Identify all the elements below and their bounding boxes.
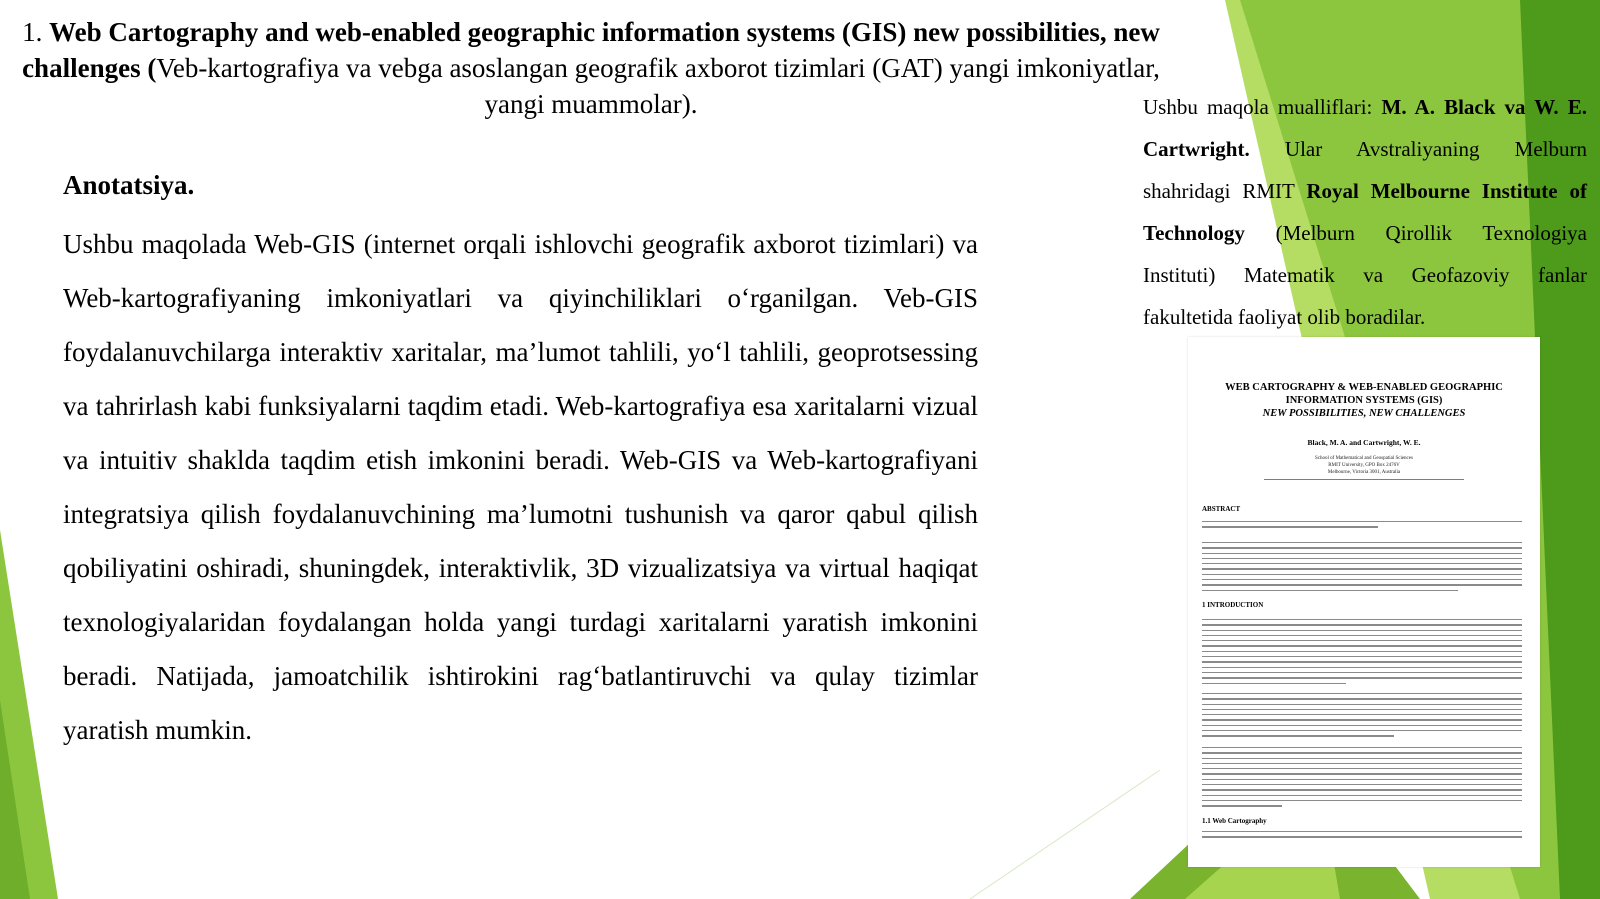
paper-affiliation-1: School of Mathematical and Geospatial Sciences [1315, 456, 1413, 461]
paper-text-line [1202, 542, 1522, 543]
paper-text-line [1202, 677, 1522, 678]
paper-text-line [1202, 635, 1522, 636]
paper-text-line [1202, 805, 1282, 806]
paper-text-line [1202, 590, 1458, 591]
paper-affiliation-2: RMIT University, GPO Box 2476V [1328, 463, 1400, 468]
paper-intro-paragraph-3 [1202, 747, 1522, 811]
thin-diagonal-line [970, 770, 1160, 899]
paper-subtitle: NEW POSSIBILITIES, NEW CHALLENGES [1262, 408, 1466, 419]
paper-authors: Black, M. A. and Cartwright, W. E. [1307, 438, 1421, 447]
paper-text-line [1202, 568, 1522, 569]
paper-text-line [1202, 709, 1522, 710]
paper-text-line [1202, 735, 1394, 736]
authors-note [1143, 86, 1587, 338]
paper-title-line-1: WEB CARTOGRAPHY & WEB-ENABLED GEOGRAPHIC [1225, 382, 1503, 393]
paper-text-line [1202, 558, 1522, 559]
paper-text-line [1202, 672, 1522, 673]
paper-text-line [1202, 624, 1522, 625]
paper-text-line [1202, 584, 1522, 585]
paper-text-line [1202, 698, 1522, 699]
authors-suffix: (Melburn Qirollik Texnologiya Instituti) Matematik va Geofazoviy fanlar fakultetida faoliyat olib boradilar. [1143, 221, 1587, 329]
paper-text-line [1202, 574, 1522, 575]
paper-text-line [1202, 630, 1522, 631]
paper-text-line [1202, 719, 1522, 720]
title-number: 1. [22, 17, 43, 47]
paper-text-line [1202, 651, 1522, 652]
paper-text-line [1202, 831, 1522, 832]
paper-section-abstract: ABSTRACT [1202, 505, 1241, 513]
abstract-text: Ushbu maqolada Web-GIS (internet orqali ishlovchi geografik axborot tizimlari) va Web-kartografiyaning imkoniyatlari va qiyinchiliklari o‘rganilgan. Veb-GIS foydalanuvchilarga interaktiv xaritalar, ma’lumot tahlili, yo‘l tahlili, geoprotsessing va tahrirlash kabi funksiyalarni taqdim etadi. Web-kartografiya esa xaritalarni vizual va intuitiv shaklda taqdim etish imkonini beradi. Web-GIS va Web-kartografiyani integratsiya qilish foydalanuvchining ma’lumotni tushunish va qaror qabul qilish qobiliyatini oshiradi, shuningdek, interaktivlik, 3D vizualizatsiya va virtual haqiqat texnologiyalaridan foydalangan holda yangi turdagi xaritalarni yaratish imkonini beradi. Natijada, jamoatchilik ishtirokini rag‘batlantiruvchi va qulay tizimlar yaratish mumkin. [63, 229, 978, 745]
paper-text-line [1202, 730, 1522, 731]
paper-text-line [1202, 836, 1522, 837]
paper-text-line [1202, 547, 1522, 548]
paper-text-line [1202, 795, 1522, 796]
authors-institute: Royal Melbourne Institute of Technology [1143, 179, 1587, 245]
paper-title [1188, 381, 1540, 420]
paper-text-line [1202, 645, 1522, 646]
paper-text-line [1202, 779, 1522, 780]
paper-text-line [1202, 800, 1522, 801]
paper-text-line [1202, 683, 1346, 684]
paper-text-line [1202, 747, 1522, 748]
paper-text-line [1202, 521, 1522, 522]
paper-text-line [1202, 656, 1522, 657]
paper-abstract-body [1202, 542, 1522, 595]
paper-section-web-cartography: 1.1 Web Cartography [1202, 817, 1267, 825]
paper-text-line [1202, 714, 1522, 715]
slide-title [6, 14, 1176, 122]
paper-text-line [1202, 553, 1522, 554]
paper-email-line [1264, 479, 1464, 480]
authors-middle: Ular Avstraliyaning Melburn shahridagi RMIT [1143, 137, 1587, 203]
paper-text-line [1202, 661, 1522, 662]
title-uzbek: Veb-kartografiya va vebga asoslangan geografik axborot tizimlari (GAT) yangi imkoniyatlar, yangi muammolar). [156, 53, 1160, 119]
authors-prefix: Ushbu maqola mualliflari: [1143, 95, 1382, 119]
paper-text-line [1202, 758, 1522, 759]
paper-text-line [1202, 579, 1522, 580]
paper-intro-paragraph-1 [1202, 619, 1522, 688]
paper-text-line [1202, 526, 1378, 527]
paper-text-line [1202, 789, 1522, 790]
paper-text-line [1202, 752, 1522, 753]
paper-affiliation-3: Melbourne, Victoria 3001, Australia [1327, 470, 1401, 475]
paper-text-line [1202, 784, 1522, 785]
paper-intro-paragraph-2 [1202, 693, 1522, 741]
paper-text-line [1202, 563, 1522, 564]
paper-affiliation [1188, 455, 1540, 480]
paper-title-line-2: INFORMATION SYSTEMS (GIS) [1285, 395, 1443, 406]
paper-section-introduction: 1 INTRODUCTION [1202, 601, 1264, 609]
paper-text-line [1202, 667, 1522, 668]
paper-text-line [1202, 725, 1522, 726]
paper-text-line [1202, 619, 1522, 620]
paper-text-line [1202, 704, 1522, 705]
paper-text-line [1202, 693, 1522, 694]
paper-text-line [1202, 768, 1522, 769]
paper-text-line [1202, 763, 1522, 764]
paper-text-line [1202, 773, 1522, 774]
abstract-heading: Anotatsiya. [63, 170, 195, 200]
paper-web-cartography-lines [1202, 831, 1522, 842]
authors-names: M. A. Black va W. E. Cartwright. [1143, 95, 1587, 161]
title-english: Web Cartography and web-enabled geographic information systems (GIS) new possibilities, new challenges ( [22, 17, 1160, 83]
paper-abstract-lines [1202, 521, 1522, 532]
paper-text-line [1202, 640, 1522, 641]
paper-preview-image [1188, 337, 1540, 867]
